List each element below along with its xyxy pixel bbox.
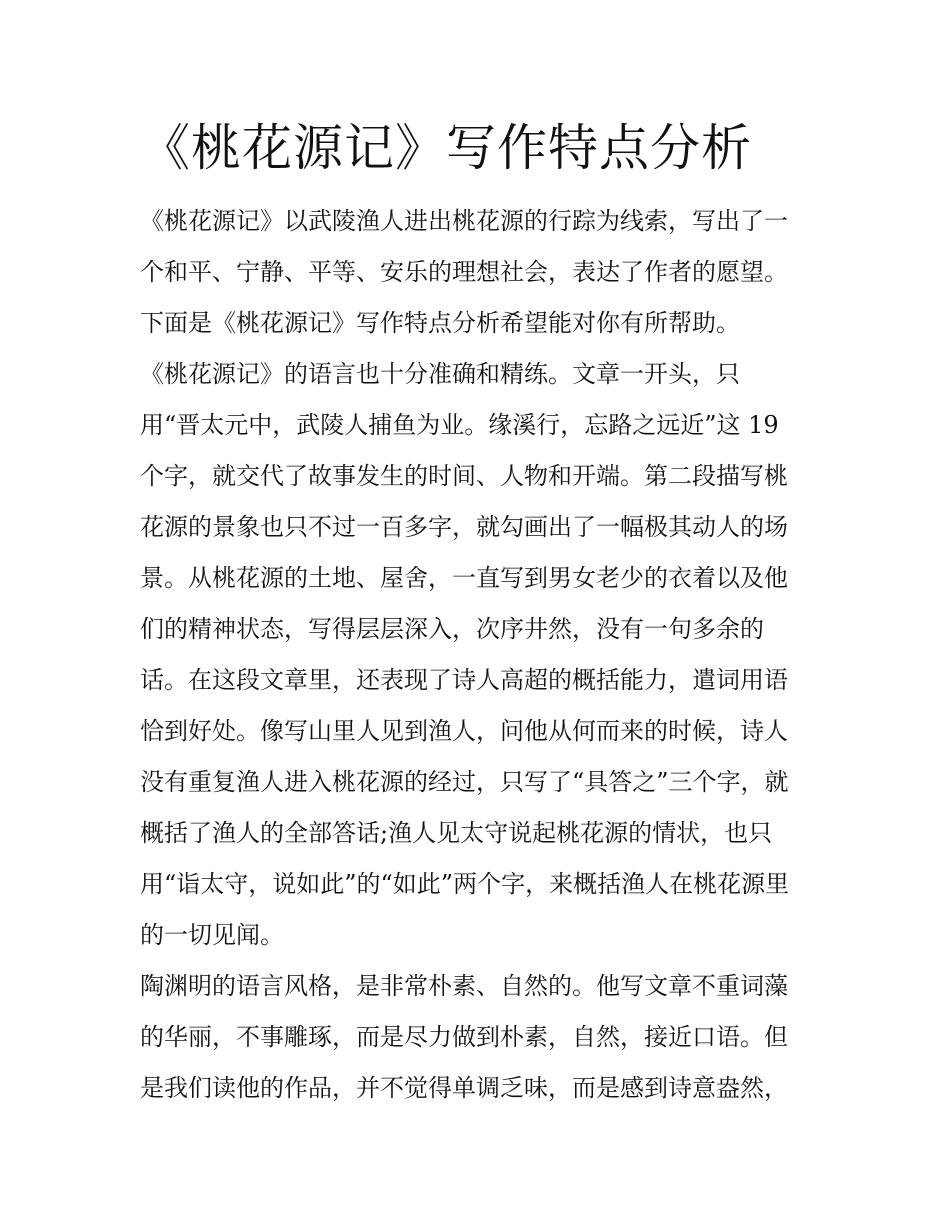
text-line: 《桃花源记》以武陵渔人进出桃花源的行踪为线索，写出了一 [140,207,788,235]
text-line: 下面是《桃花源记》写作特点分析希望能对你有所帮助。 [140,309,740,337]
text-line: 恰到好处。像写山里人见到渔人，问他从何而来的时候，诗人 [140,717,788,745]
text-line: 是我们读他的作品，并不觉得单调乏味，而是感到诗意盎然， [140,1074,788,1102]
text-line: 没有重复渔人进入桃花源的经过，只写了“具答之”三个字，就 [140,768,789,796]
text-line: 景。从桃花源的土地、屋舍，一直写到男女老少的衣着以及他 [140,564,788,592]
text-line: 个字，就交代了故事发生的时间、人物和开端。第二段描写桃 [140,462,788,490]
text-line: 的华丽，不事雕琢，而是尽力做到朴素，自然，接近口语。但 [140,1023,788,1051]
document-title: 《桃花源记》写作特点分析 [140,119,752,177]
document-body [140,196,812,1114]
text-line: 话。在这段文章里，还表现了诗人高超的概括能力，遣词用语 [140,666,788,694]
text-line: 用“晋太元中，武陵人捕鱼为业。缘溪行，忘路之远近”这 19 [140,411,779,439]
text-line: 概括了渔人的全部答话;渔人见太守说起桃花源的情状，也只 [140,819,773,847]
text-line: 个和平、宁静、平等、安乐的理想社会，表达了作者的愿望。 [140,258,788,286]
text-line: 的一切见闻。 [140,921,284,949]
text-line: 用“诣太守，说如此”的“如此”两个字，来概括渔人在桃花源里 [140,870,790,898]
text-line: 花源的景象也只不过一百多字，就勾画出了一幅极其动人的场 [140,513,788,541]
text-line: 们的精神状态，写得层层深入，次序井然，没有一句多余的 [140,615,764,643]
text-line: 《桃花源记》的语言也十分准确和精练。文章一开头，只 [140,360,740,388]
text-line: 陶渊明的语言风格，是非常朴素、自然的。他写文章不重词藻 [140,972,788,1000]
